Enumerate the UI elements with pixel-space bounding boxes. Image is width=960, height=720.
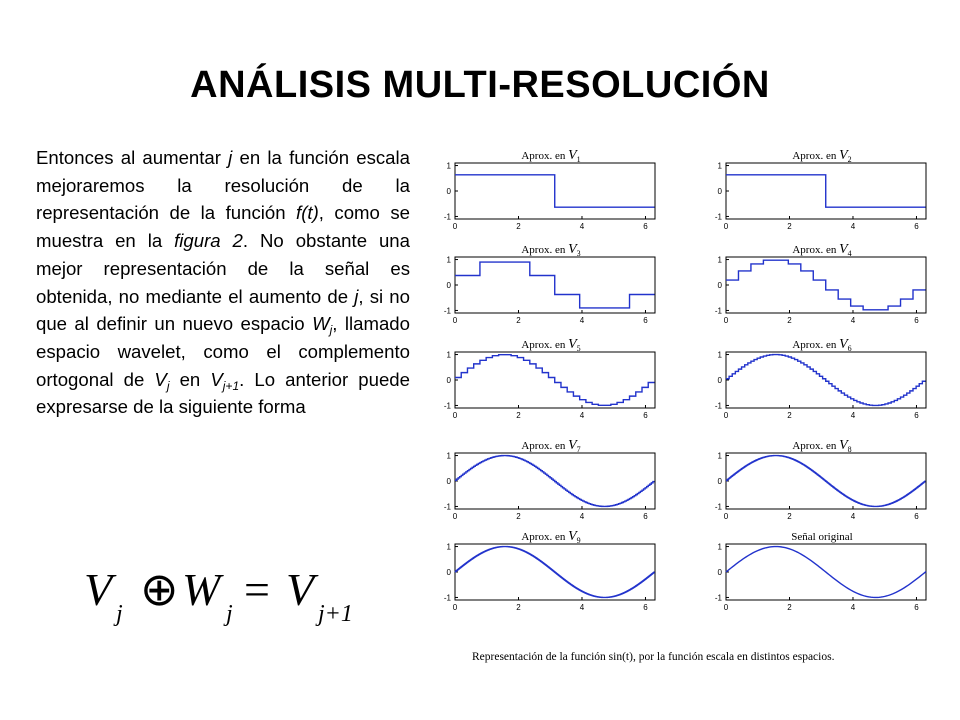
formula-w: W — [182, 564, 221, 615]
text-run: . Lo anterior puede expresarse de la siguiente forma — [36, 368, 410, 418]
panel-title: Aprox. en $V_8$ — [792, 438, 852, 454]
panel-1 — [444, 148, 655, 231]
y-tick-label: 0 — [446, 477, 451, 486]
x-tick-label: 2 — [516, 222, 521, 231]
panel-title: Aprox. en $V_7$ — [521, 438, 581, 454]
x-tick-label: 0 — [452, 411, 458, 420]
series-line — [455, 547, 654, 598]
panel-title: Aprox. en $V_9$ — [521, 529, 581, 545]
y-tick-label: 0 — [717, 281, 722, 290]
italic-j: j — [354, 285, 359, 307]
italic-figure-ref: figura 2 — [174, 230, 243, 252]
x-tick-label: 0 — [723, 512, 729, 521]
y-tick-label: 0 — [717, 187, 722, 196]
panel-title: Aprox. en $V_1$ — [521, 148, 581, 164]
panel-title: Aprox. en $V_3$ — [521, 242, 581, 258]
x-tick-label: 2 — [516, 512, 521, 521]
x-tick-label: 0 — [452, 512, 458, 521]
x-tick-label: 0 — [452, 222, 458, 231]
formula-v1: V — [84, 564, 113, 615]
x-tick-label: 6 — [914, 512, 919, 521]
x-tick-label: 4 — [579, 411, 585, 420]
y-tick-label: 0 — [446, 376, 451, 385]
subscript-j-plus-1: j+1 — [222, 378, 240, 393]
text-run: en la función escala mejoraremos la resolución de la representación de la función — [36, 147, 410, 224]
x-tick-label: 6 — [914, 222, 919, 231]
y-tick-label: 0 — [717, 376, 722, 385]
x-tick-label: 6 — [643, 603, 648, 612]
text-run: , como se muestra en la — [36, 202, 410, 252]
x-tick-label: 0 — [723, 603, 729, 612]
panel-8 — [715, 438, 926, 521]
series-line — [455, 175, 654, 207]
y-tick-label: 1 — [717, 161, 722, 171]
y-tick-label: -1 — [443, 401, 451, 411]
series-line — [455, 262, 654, 308]
x-tick-label: 2 — [787, 411, 792, 420]
italic-j: j — [228, 147, 233, 168]
y-tick-label: 0 — [446, 568, 451, 577]
x-tick-label: 0 — [723, 222, 729, 231]
series-line — [726, 456, 925, 507]
x-tick-label: 0 — [452, 603, 458, 612]
italic-w: W — [312, 313, 330, 335]
x-tick-label: 4 — [579, 222, 585, 231]
text-run: , llamado espacio wavelet, como el complemento ortogonal de — [36, 313, 410, 390]
subscript-j: j — [166, 378, 170, 393]
x-tick-label: 6 — [643, 512, 648, 521]
x-tick-label: 4 — [850, 316, 856, 325]
panel-title: Señal original — [791, 531, 853, 543]
panel-10 — [715, 531, 926, 612]
x-tick-label: 0 — [723, 316, 729, 325]
x-tick-label: 2 — [787, 316, 792, 325]
formula-sub-j2: j — [226, 601, 233, 627]
y-tick-label: 1 — [717, 542, 722, 552]
x-tick-label: 4 — [579, 316, 585, 325]
x-tick-label: 2 — [787, 603, 792, 612]
series-line — [726, 355, 925, 406]
y-tick-label: 1 — [446, 161, 451, 171]
x-tick-label: 6 — [914, 603, 919, 612]
y-tick-label: 1 — [446, 350, 451, 360]
x-tick-label: 2 — [516, 411, 521, 420]
panel-7 — [444, 438, 655, 521]
x-tick-label: 2 — [787, 222, 792, 231]
y-tick-label: 0 — [446, 281, 451, 290]
y-tick-label: 0 — [717, 568, 722, 577]
panel-title: Aprox. en $V_2$ — [792, 148, 852, 164]
panel-2 — [715, 148, 926, 231]
panel-3 — [444, 242, 655, 325]
formula-oplus: ⊕ — [140, 564, 179, 615]
y-tick-label: 1 — [717, 350, 722, 360]
y-tick-label: -1 — [714, 401, 722, 411]
series-line — [726, 547, 926, 598]
panel-title: Aprox. en $V_5$ — [521, 337, 581, 353]
panel-5 — [444, 337, 655, 420]
formula-v2: V — [286, 564, 315, 615]
subscript-j: j — [329, 323, 333, 338]
y-tick-label: 1 — [717, 451, 722, 461]
x-tick-label: 4 — [850, 222, 856, 231]
y-tick-label: 1 — [446, 255, 451, 265]
y-tick-label: 1 — [717, 255, 722, 265]
panel-6 — [715, 337, 926, 420]
series-line — [455, 355, 654, 406]
series-line — [726, 175, 925, 207]
x-tick-label: 4 — [579, 512, 585, 521]
y-tick-label: 0 — [446, 187, 451, 196]
y-tick-label: 0 — [717, 477, 722, 486]
series-line — [455, 456, 654, 507]
body-paragraph — [36, 144, 410, 421]
formula-sub-j1: j — [116, 601, 123, 627]
y-tick-label: 1 — [446, 542, 451, 552]
x-tick-label: 4 — [850, 411, 856, 420]
y-tick-label: -1 — [443, 306, 451, 316]
panel-4 — [715, 242, 926, 325]
x-tick-label: 6 — [914, 411, 919, 420]
x-tick-label: 6 — [643, 411, 648, 420]
formula-sub-jp1: j+1 — [318, 601, 353, 627]
x-tick-label: 6 — [643, 316, 648, 325]
y-tick-label: -1 — [714, 502, 722, 512]
formula-vj-oplus-wj — [78, 555, 378, 635]
x-tick-label: 4 — [579, 603, 585, 612]
y-tick-label: -1 — [714, 593, 722, 603]
x-tick-label: 2 — [787, 512, 792, 521]
text-run: Entonces al aumentar — [36, 147, 229, 168]
figure-caption: Representación de la función sin(t), por la función escala en distintos espacios. — [472, 651, 835, 663]
y-tick-label: 1 — [446, 451, 451, 461]
figure-sin-approximations — [420, 122, 960, 682]
formula-equals: = — [244, 564, 270, 615]
x-tick-label: 4 — [850, 603, 856, 612]
x-tick-label: 4 — [850, 512, 856, 521]
x-tick-label: 0 — [452, 316, 458, 325]
y-tick-label: -1 — [443, 212, 451, 222]
x-tick-label: 0 — [723, 411, 729, 420]
italic-ft: f(t) — [296, 202, 319, 224]
y-tick-label: -1 — [443, 593, 451, 603]
y-tick-label: -1 — [443, 502, 451, 512]
text-run: en — [169, 368, 211, 390]
x-tick-label: 2 — [516, 316, 521, 325]
text-run: , si no que al definir un nuevo espacio — [36, 285, 410, 335]
italic-v: V — [154, 368, 167, 390]
panel-title: Aprox. en $V_4$ — [792, 242, 852, 258]
x-tick-label: 6 — [643, 222, 648, 231]
y-tick-label: -1 — [714, 306, 722, 316]
panel-title: Aprox. en $V_6$ — [792, 337, 852, 353]
panel-9 — [444, 529, 655, 612]
italic-v: V — [210, 368, 223, 390]
text-run: . No obstante una mejor representación de la señal es obtenida, no mediante el aumento de — [36, 230, 410, 307]
slide-title: ANÁLISIS MULTI-RESOLUCIÓN — [190, 64, 770, 106]
y-tick-label: -1 — [714, 212, 722, 222]
x-tick-label: 2 — [516, 603, 521, 612]
series-line — [726, 260, 925, 310]
x-tick-label: 6 — [914, 316, 919, 325]
